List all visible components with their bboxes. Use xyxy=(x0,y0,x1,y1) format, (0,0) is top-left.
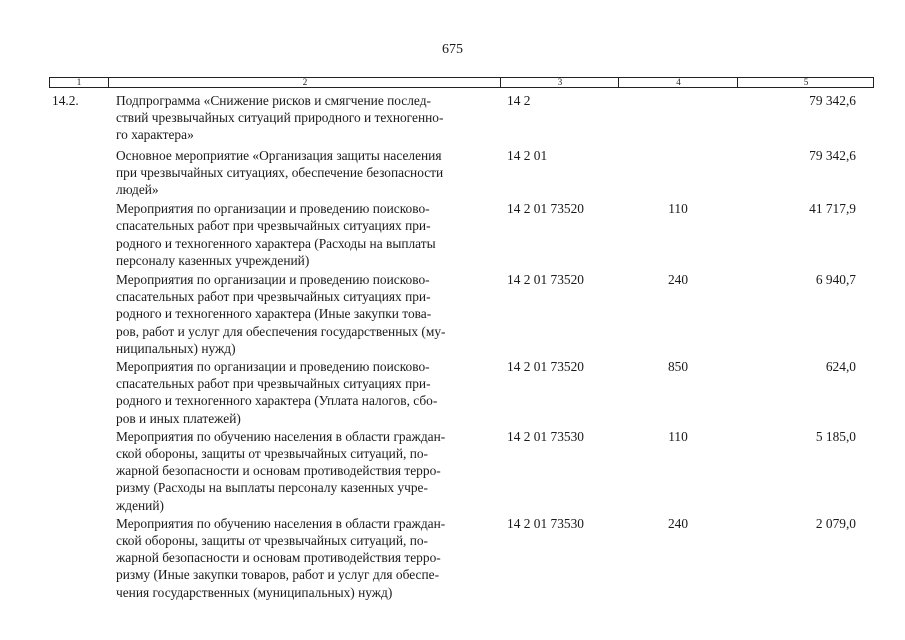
row-name xyxy=(116,428,491,514)
row-number: 14.2. xyxy=(52,93,79,108)
table-row xyxy=(0,147,905,199)
row-name-line: людей» xyxy=(116,182,159,198)
row-name xyxy=(116,271,491,357)
row-name-line: ской обороны, защиты от чрезвычайных ситуаций, по- xyxy=(116,446,429,462)
row-amount: 5 185,0 xyxy=(815,428,856,444)
row-name xyxy=(116,200,491,269)
row-name-line: ризму (Расходы на выплаты персоналу казенных учре- xyxy=(116,480,428,496)
table-row xyxy=(0,271,905,357)
row-name-line: Основное мероприятие «Организация защиты населения xyxy=(116,147,442,163)
row-name-line: жарной безопасности и основам противодействия терро- xyxy=(116,463,441,479)
row-amount: 624,0 xyxy=(825,359,856,375)
row-name-line: Мероприятия по организации и проведению поисково- xyxy=(116,359,430,375)
row-name-line: родного и техногенного характера (Уплата налогов, сбо- xyxy=(116,393,438,409)
row-name-line: жарной безопасности и основам противодействия терро- xyxy=(116,550,441,566)
row-amount: 6 940,7 xyxy=(815,272,856,288)
row-expense-type: 240 xyxy=(667,515,689,531)
row-name-line: Мероприятия по организации и проведению поисково- xyxy=(116,272,430,288)
row-code: 14 2 01 73530 xyxy=(507,515,584,531)
table-header xyxy=(49,77,874,88)
row-name-line: ствий чрезвычайных ситуаций природного и техногенно- xyxy=(116,110,444,126)
header-col-4: 4 xyxy=(618,78,738,87)
row-code: 14 2 01 73520 xyxy=(507,359,584,375)
header-col-1: 1 xyxy=(76,77,82,87)
table-row xyxy=(0,428,905,514)
row-name xyxy=(116,515,491,601)
row-name-line: Мероприятия по обучению населения в области граждан- xyxy=(116,428,446,444)
row-name-line: ров, работ и услуг для обеспечения государственных (му- xyxy=(116,323,446,339)
row-name-line: чения государственных (муниципальных) нужд) xyxy=(116,584,393,600)
row-expense-type: 240 xyxy=(667,272,689,288)
row-name-line: го характера» xyxy=(116,127,194,143)
row-expense-type: 110 xyxy=(668,428,688,444)
row-expense-type: 110 xyxy=(668,201,688,217)
row-name-line: ров и иных платежей) xyxy=(116,410,241,426)
row-amount: 79 342,6 xyxy=(809,93,856,108)
row-name-line: ской обороны, защиты от чрезвычайных ситуаций, по- xyxy=(116,533,429,549)
row-name xyxy=(116,147,491,199)
row-expense-type: 850 xyxy=(667,359,689,375)
row-amount: 41 717,9 xyxy=(809,201,856,217)
row-name-line: ниципальных) нужд) xyxy=(116,340,236,356)
row-name-line: персоналу казенных учреждений) xyxy=(116,252,310,268)
row-name xyxy=(116,92,491,144)
row-name-line: родного и техногенного характера (Расходы на выплаты xyxy=(116,235,436,251)
row-name xyxy=(116,358,491,427)
page-number: 675 xyxy=(442,42,463,57)
row-code: 14 2 01 73520 xyxy=(507,272,584,288)
table-body xyxy=(0,92,905,601)
row-name-line: родного и техногенного характера (Иные закупки това- xyxy=(116,306,432,322)
row-name-line: Подпрограмма «Снижение рисков и смягчение послед- xyxy=(116,93,431,108)
header-col-5: 5 xyxy=(737,78,874,87)
header-col-3: 3 xyxy=(500,78,619,87)
header-col-2: 2 xyxy=(108,78,501,87)
row-amount: 79 342,6 xyxy=(809,147,856,163)
row-name-line: Мероприятия по обучению населения в области граждан- xyxy=(116,515,446,531)
row-name-line: ризму (Иные закупки товаров, работ и услуг для обеспе- xyxy=(116,567,440,583)
row-code: 14 2 xyxy=(507,93,531,108)
row-name-line: при чрезвычайных ситуациях, обеспечение безопасности xyxy=(116,164,444,180)
row-code: 14 2 01 73530 xyxy=(507,428,584,444)
row-name-line: спасательных работ при чрезвычайных ситуациях при- xyxy=(116,376,431,392)
table-row xyxy=(0,200,905,269)
row-name-line: спасательных работ при чрезвычайных ситуациях при- xyxy=(116,289,431,305)
row-name-line: Мероприятия по организации и проведению поисково- xyxy=(116,201,430,217)
table-row xyxy=(0,92,905,144)
table-row xyxy=(0,358,905,427)
row-name-line: спасательных работ при чрезвычайных ситуациях при- xyxy=(116,218,431,234)
row-code: 14 2 01 xyxy=(507,147,548,163)
row-amount: 2 079,0 xyxy=(815,515,856,531)
row-name-line: ждений) xyxy=(116,497,164,513)
table-row xyxy=(0,515,905,601)
row-code: 14 2 01 73520 xyxy=(507,201,584,217)
